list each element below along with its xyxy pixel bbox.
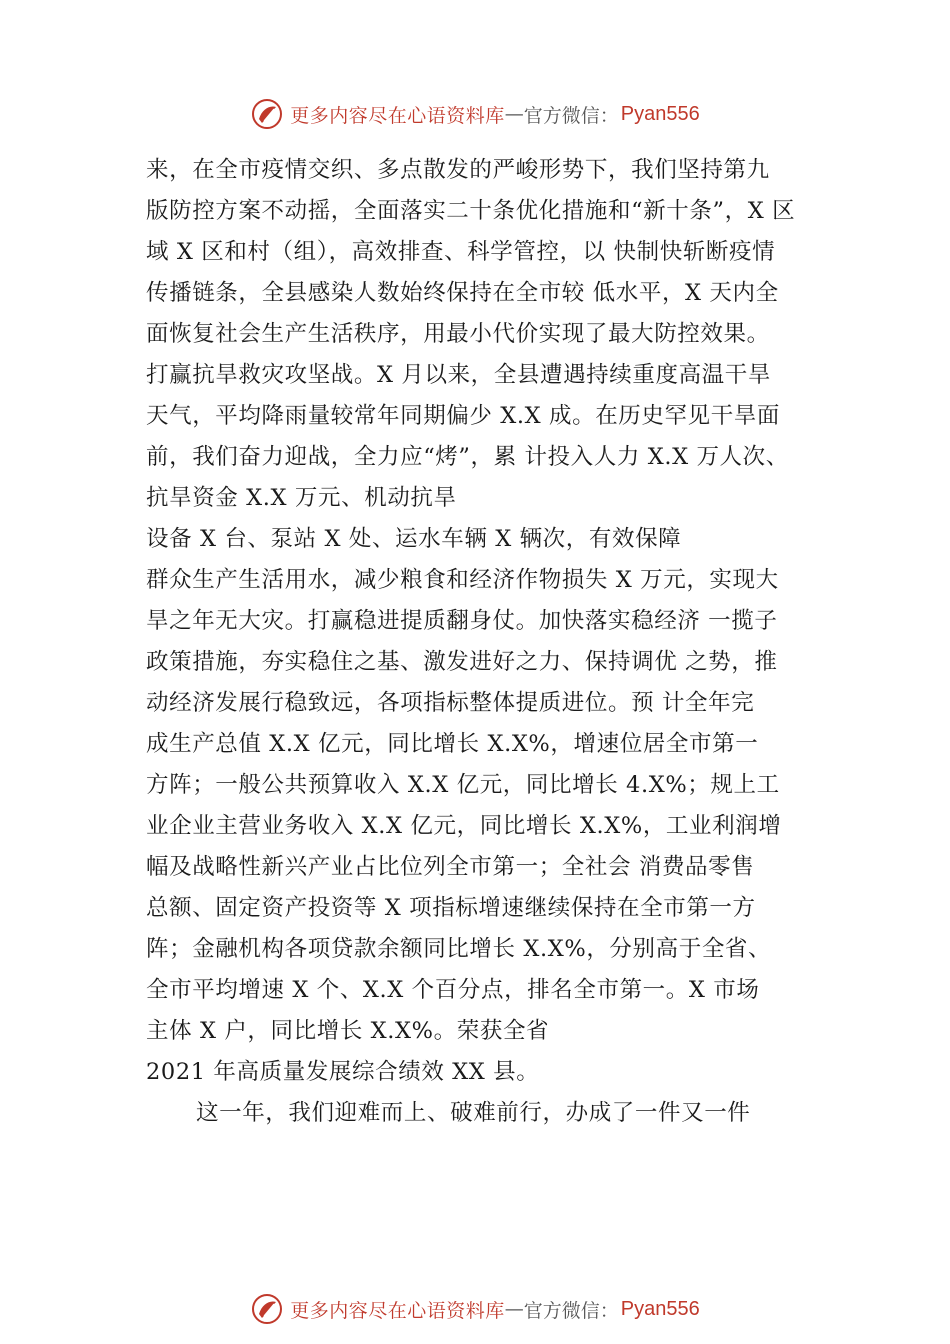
document-body <box>146 150 836 1134</box>
text-line: 动经济发展行稳致远，各项指标整体提质进位。预 计全年完 <box>146 690 755 716</box>
logo-icon <box>250 1292 284 1326</box>
text-line: 域 X 区和村（组），高效排查、科学管控，以 快制快斩断疫情 <box>146 239 776 265</box>
header-wechat-label: 官方微信： <box>523 104 619 127</box>
text-line: 群众生产生活用水，减少粮食和经济作物损失 X 万元，实现大 <box>146 567 779 593</box>
logo-icon <box>250 97 284 131</box>
text-line: 旱之年无大灾。打赢稳进提质翻身仗。加快落实稳经济 一揽子 <box>146 608 778 634</box>
text-line: 阵；金融机构各项贷款余额同比增长 X.X%，分别高于全省、 <box>146 936 772 962</box>
footer-banner <box>0 1289 950 1329</box>
text-line: 主体 X 户，同比增长 X.X%。荣获全省 <box>146 1018 550 1044</box>
text-line: 总额、固定资产投资等 X 项指标增速继续保持在全市第一方 <box>146 895 756 921</box>
header-wechat-id: Pyan556 <box>620 102 700 125</box>
footer-brand: 更多内容尽在心语资料库 <box>290 1299 505 1322</box>
text-line: 打赢抗旱救灾攻坚战。X 月以来，全县遭遇持续重度高温干旱 <box>146 362 771 388</box>
header-separator: — <box>504 103 524 125</box>
text-line: 业企业主营业务收入 X.X 亿元，同比增长 X.X%，工业利润增 <box>146 813 782 839</box>
text-line: 面恢复社会生产生活秩序，用最小代价实现了最大防控效果。 <box>146 321 770 347</box>
text-line: 2021 年高质量发展综合绩效 XX 县。 <box>146 1059 540 1085</box>
footer-separator: — <box>504 1298 524 1320</box>
header-banner <box>0 94 950 134</box>
header-brand: 更多内容尽在心语资料库 <box>290 104 505 127</box>
paragraph-start-line: 这一年，我们迎难而上、破难前行，办成了一件又一件 <box>196 1100 751 1126</box>
text-line: 成生产总值 X.X 亿元，同比增长 X.X%，增速位居全市第一 <box>146 731 759 757</box>
footer-wechat-label: 官方微信： <box>523 1299 619 1322</box>
text-line: 方阵；一般公共预算收入 X.X 亿元，同比增长 4.X%；规上工 <box>146 772 780 798</box>
text-line: 天气，平均降雨量较常年同期偏少 X.X 成。在历史罕见干旱面 <box>146 403 780 429</box>
text-line: 幅及战略性新兴产业占比位列全市第一；全社会 消费品零售 <box>146 854 755 880</box>
text-line: 版防控方案不动摇，全面落实二十条优化措施和“新十条”，X 区 <box>146 198 796 224</box>
text-line: 全市平均增速 X 个、X.X 个百分点，排名全市第一。X 市场 <box>146 977 760 1003</box>
text-line: 传播链条，全县感染人数始终保持在全市较 低水平，X 天内全 <box>146 280 779 306</box>
text-line: 政策措施，夯实稳住之基、激发进好之力、保持调优 之势，推 <box>146 649 778 675</box>
text-line: 前，我们奋力迎战，全力应“烤”，累 计投入人力 X.X 万人次、 <box>146 444 789 470</box>
footer-wechat-id: Pyan556 <box>620 1297 700 1320</box>
text-line: 来，在全市疫情交织、多点散发的严峻形势下，我们坚持第九 <box>146 157 770 183</box>
text-line: 设备 X 台、泵站 X 处、运水车辆 X 辆次，有效保障 <box>146 526 682 552</box>
text-line: 抗旱资金 X.X 万元、机动抗旱 <box>146 485 457 511</box>
